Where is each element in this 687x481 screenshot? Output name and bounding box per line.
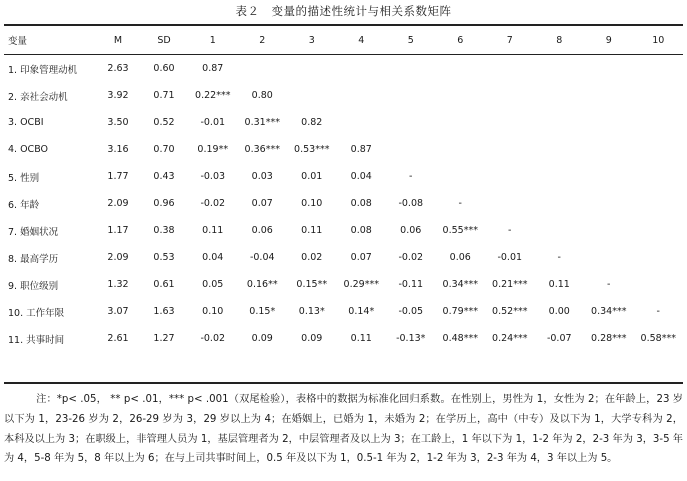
table-cell: -0.03 [200, 171, 226, 182]
table-cell [584, 109, 634, 136]
table-cell: 0.00 [548, 306, 570, 317]
table-cell: 0.02 [301, 252, 323, 263]
table-cell [535, 136, 585, 163]
table-cell: 0.71 [153, 90, 175, 101]
table-cell: 0.03 [251, 171, 273, 182]
table-cell: 0.61 [153, 279, 175, 290]
table-cell: 2.63 [107, 63, 129, 74]
table-cell: 1.63 [153, 306, 175, 317]
table-cell: 0.53 [153, 252, 175, 263]
table-cell: 0.43 [153, 171, 175, 182]
table-cell: 2.61 [107, 333, 129, 344]
column-header: 5 [407, 34, 414, 46]
table-row [4, 271, 683, 298]
column-header: 10 [652, 34, 665, 46]
table-cell [436, 55, 486, 82]
table-cell [485, 190, 535, 217]
table-cell: 0.07 [251, 198, 273, 209]
table-cell: 0.52*** [492, 306, 528, 317]
table-cell: 0.24*** [492, 333, 528, 344]
table-cell: 1.77 [107, 171, 129, 182]
table-cell [485, 163, 535, 190]
table-cell: -0.01 [200, 117, 226, 128]
table-cell: 0.11 [548, 279, 570, 290]
table-cell: 0.34*** [591, 306, 627, 317]
table-cell [634, 217, 684, 244]
table-cell: - [409, 171, 413, 182]
table-cell: -0.02 [200, 333, 226, 344]
table-cell: 0.29*** [343, 279, 379, 290]
table-cell: -0.05 [398, 306, 424, 317]
table-cell [535, 190, 585, 217]
table-row [4, 190, 683, 217]
table-cell: 0.06 [400, 225, 422, 236]
table-row [4, 298, 683, 325]
correlation-table [4, 25, 683, 352]
table-cell: 0.28*** [591, 333, 627, 344]
table-cell: 0.53*** [294, 144, 330, 155]
column-header: SD [157, 34, 171, 46]
table-cell [634, 244, 684, 271]
column-header: 2 [259, 34, 266, 46]
table-cell: 0.11 [350, 333, 372, 344]
table-cell [584, 82, 634, 109]
table-cell [485, 109, 535, 136]
column-header: 4 [358, 34, 365, 46]
table-cell: - [557, 252, 561, 263]
table-cell [287, 82, 337, 109]
table-cell: 3.07 [107, 306, 129, 317]
table-cell: 0.19** [197, 144, 229, 155]
table-cell: 0.14* [348, 306, 375, 317]
table-cell [436, 136, 486, 163]
table-cell: 0.82 [301, 117, 323, 128]
table-cell: 0.52 [153, 117, 175, 128]
table-cell: 0.38 [153, 225, 175, 236]
table-row [4, 136, 683, 163]
column-header: 9 [605, 34, 612, 46]
table-cell [634, 190, 684, 217]
table-cell: 0.87 [350, 144, 372, 155]
table-cell: 0.15* [249, 306, 276, 317]
table-cell [436, 109, 486, 136]
table-cell [535, 163, 585, 190]
table-cell: 0.11 [202, 225, 224, 236]
table-cell: 0.07 [350, 252, 372, 263]
column-header: 7 [506, 34, 513, 46]
table-cell [485, 136, 535, 163]
table-cell: 0.22*** [195, 90, 231, 101]
table-note-text: 注：*p< .05， ** p< .01，*** p< .001（双尾检验），表格中的数据为标准化回归系数。在性别上，男性为 1，女性为 2；在年龄上，23 岁以下为 1，23-26 岁为 2，26-29 岁为 3，29 岁以上为 4；在婚姻上，已婚为 1，未婚为 2；在学历上，高中（中专）及以下为 1，大学专科为 2，本科及以上为 3；在职级上，非管理人员为 1，基层管理者为 2，中层管理者及以上为 3；在工龄上，1 年以下为 1，1-2 年为 2，2-3 年为 3，3-5 年为 4，5-8 年为 5，8 年以上为 6；在与上司共事时间上，0.5 年及以下为 1，0.5-1 年为 2，1-2 年为 3，2-3 年为 4，3 年以上为 5。 [4, 394, 683, 465]
table-cell [584, 163, 634, 190]
table-cell: 0.21*** [492, 279, 528, 290]
table-cell: 0.10 [301, 198, 323, 209]
table-cell [535, 109, 585, 136]
table-cell: 0.16** [246, 279, 278, 290]
table-cell [386, 82, 436, 109]
table-row [4, 109, 683, 136]
table-cell: 0.96 [153, 198, 175, 209]
table-bottom-rule [4, 382, 683, 384]
table-cell: 0.55*** [442, 225, 478, 236]
table-cell: 0.87 [202, 63, 224, 74]
table-cell [436, 82, 486, 109]
table-note [4, 390, 683, 469]
table-cell [386, 109, 436, 136]
table-cell: 0.13* [298, 306, 325, 317]
table-row [4, 55, 683, 82]
table-row [4, 217, 683, 244]
table-cell [634, 271, 684, 298]
variable-name-cell: 11. 共事时间 [8, 334, 65, 346]
table-cell [238, 55, 288, 82]
table-cell: 1.17 [107, 225, 129, 236]
table-cell: 0.01 [301, 171, 323, 182]
table-cell: 3.16 [107, 144, 129, 155]
table-cell [535, 82, 585, 109]
table-cell [634, 55, 684, 82]
table-cell: 0.09 [301, 333, 323, 344]
table-cell: 1.27 [153, 333, 175, 344]
table-cell [634, 163, 684, 190]
variable-name-cell: 6. 年龄 [8, 199, 40, 211]
table-cell: -0.02 [398, 252, 424, 263]
table-cell [337, 82, 387, 109]
table-row [4, 244, 683, 271]
table-cell [337, 55, 387, 82]
table-cell [386, 136, 436, 163]
table-cell: 0.05 [202, 279, 224, 290]
table-cell: 0.11 [301, 225, 323, 236]
table-header-row [4, 25, 683, 55]
table-cell [584, 136, 634, 163]
table-cell: 0.80 [251, 90, 273, 101]
table-cell: 0.31*** [244, 117, 280, 128]
table-title: 表２ 变量的描述性统计与相关系数矩阵 [235, 4, 452, 18]
table-cell: 0.04 [202, 252, 224, 263]
table-cell: 0.06 [449, 252, 471, 263]
variable-name-cell: 7. 婚姻状况 [8, 226, 59, 238]
table-cell: - [458, 198, 462, 209]
column-header: 1 [209, 34, 216, 46]
column-header: 6 [457, 34, 464, 46]
table-cell: 0.08 [350, 225, 372, 236]
table-cell: 0.15** [296, 279, 328, 290]
table-cell: 0.04 [350, 171, 372, 182]
table-cell: 3.92 [107, 90, 129, 101]
table-cell: 0.34*** [442, 279, 478, 290]
table-cell [634, 136, 684, 163]
table-cell: 0.48*** [442, 333, 478, 344]
table-row [4, 325, 683, 352]
table-cell: -0.07 [546, 333, 572, 344]
variable-name-cell: 4. OCBO [8, 144, 49, 155]
column-header: 变量 [8, 36, 28, 47]
table-row [4, 82, 683, 109]
table-cell [485, 55, 535, 82]
table-cell [535, 55, 585, 82]
table-cell: -0.04 [249, 252, 275, 263]
table-cell: 0.60 [153, 63, 175, 74]
table-cell: -0.01 [497, 252, 523, 263]
table-cell: -0.13* [396, 333, 426, 344]
table-row [4, 163, 683, 190]
table-body [4, 55, 683, 352]
table-cell [584, 217, 634, 244]
table-cell: 0.10 [202, 306, 224, 317]
column-header: M [113, 34, 123, 46]
table-cell [584, 244, 634, 271]
table-cell: - [607, 279, 611, 290]
table-cell: 0.79*** [442, 306, 478, 317]
table-cell: -0.11 [398, 279, 424, 290]
table-cell: 2.09 [107, 198, 129, 209]
table-cell [535, 217, 585, 244]
table-cell: 0.36*** [244, 144, 280, 155]
column-header: 3 [308, 34, 315, 46]
table-cell [634, 82, 684, 109]
table-cell [386, 55, 436, 82]
table-cell: 3.50 [107, 117, 129, 128]
table-cell: -0.08 [398, 198, 424, 209]
table-cell: 1.32 [107, 279, 129, 290]
table-cell: 0.09 [251, 333, 273, 344]
table-cell: - [656, 306, 660, 317]
variable-name-cell: 10. 工作年限 [8, 307, 65, 319]
table-cell: 0.06 [251, 225, 273, 236]
table-cell: 0.58*** [640, 333, 676, 344]
table-cell [584, 190, 634, 217]
variable-name-cell: 2. 亲社会动机 [8, 91, 68, 103]
table-cell: 2.09 [107, 252, 129, 263]
variable-name-cell: 8. 最高学历 [8, 253, 59, 265]
table-cell: -0.02 [200, 198, 226, 209]
variable-name-cell: 9. 职位级别 [8, 280, 59, 292]
column-header: 8 [556, 34, 563, 46]
table-cell [584, 55, 634, 82]
table-cell: 0.70 [153, 144, 175, 155]
table-cell [337, 109, 387, 136]
variable-name-cell: 1. 印象管理动机 [8, 64, 78, 76]
table-cell [485, 82, 535, 109]
table-cell: 0.08 [350, 198, 372, 209]
table-cell [287, 55, 337, 82]
variable-name-cell: 3. OCBI [8, 117, 44, 128]
table-cell [436, 163, 486, 190]
table-cell [634, 109, 684, 136]
table-cell: - [508, 225, 512, 236]
variable-name-cell: 5. 性别 [8, 172, 40, 184]
